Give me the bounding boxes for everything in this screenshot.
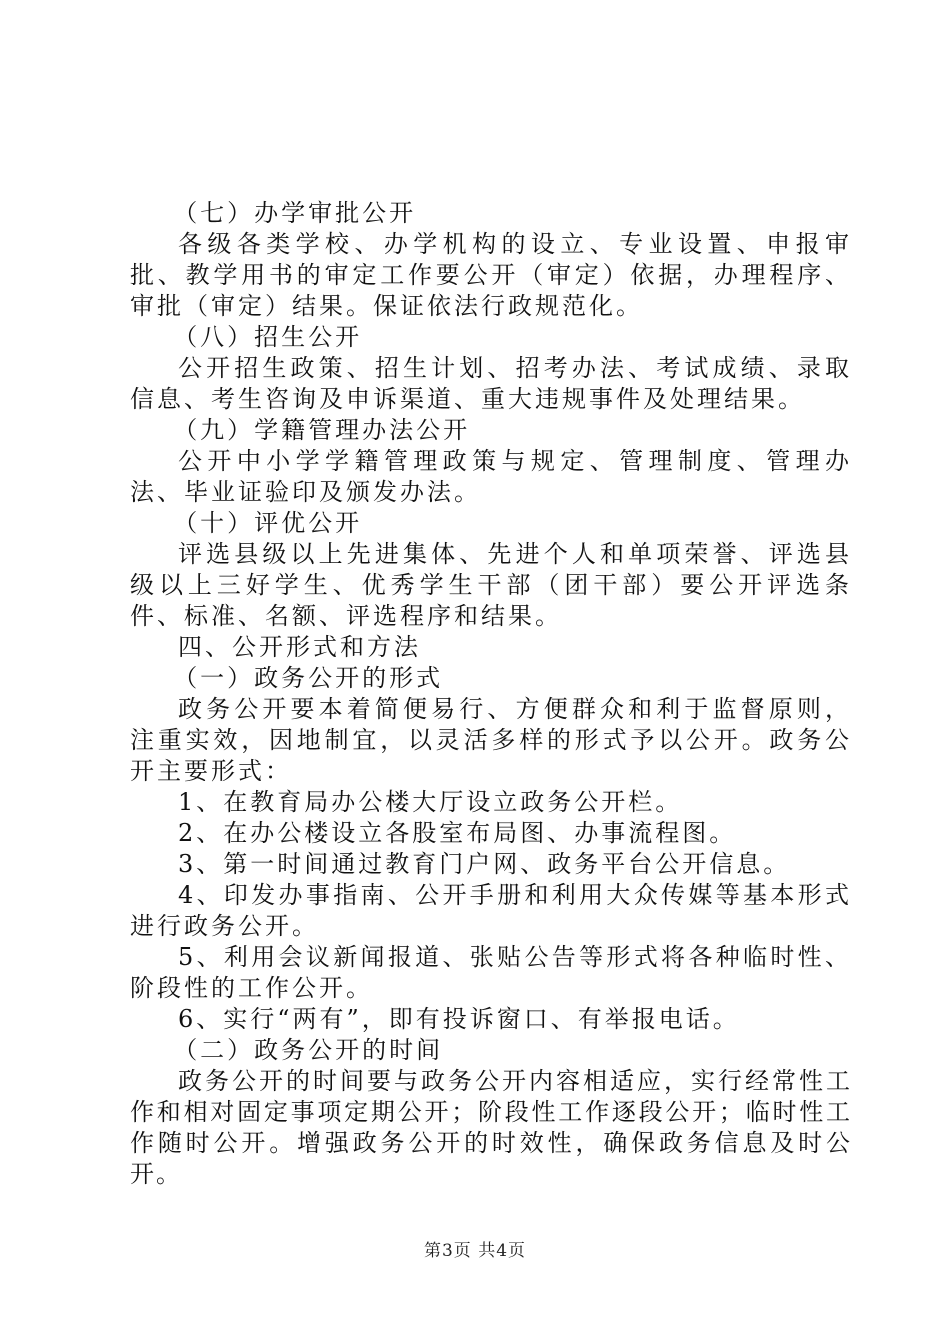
list-item-1: 1、在教育局办公楼大厅设立政务公开栏。 <box>178 788 683 816</box>
section-heading-enrollment: （八）招生公开 <box>173 323 363 351</box>
list-item-4: 4、印发办事指南、公开手册和利用大众传媒等基本形式进行政务公开。 <box>130 881 852 940</box>
section-heading-student-records: （九）学籍管理办法公开 <box>173 416 471 444</box>
page-indicator: 第3页 共4页 <box>423 1241 527 1261</box>
list-item-2: 2、在办公楼设立各股室布局图、办事流程图。 <box>178 819 737 847</box>
subsection-heading-timing: （二）政务公开的时间 <box>173 1036 444 1064</box>
paragraph-awards: 评选县级以上先进集体、先进个人和单项荣誉、评选县级以上三好学生、优秀学生干部（团干部）要公开评选条件、标准、名额、评选程序和结果。 <box>130 540 852 630</box>
paragraph-timing: 政务公开的时间要与政务公开内容相适应，实行经常性工作和相对固定事项定期公开；阶段性工作逐段公开；临时性工作随时公开。增强政务公开的时效性，确保政务信息及时公开。 <box>130 1067 852 1188</box>
paragraph-student-records: 公开中小学学籍管理政策与规定、管理制度、管理办法、毕业证验印及颁发办法。 <box>130 447 852 506</box>
document-body <box>130 198 852 1190</box>
subsection-heading-forms: （一）政务公开的形式 <box>173 664 444 692</box>
section-heading-forms-methods: 四、公开形式和方法 <box>178 633 421 661</box>
section-heading-awards: （十）评优公开 <box>173 509 363 537</box>
paragraph-forms: 政务公开要本着简便易行、方便群众和利于监督原则，注重实效，因地制宜，以灵活多样的形式予以公开。政务公开主要形式： <box>130 695 852 785</box>
list-item-5: 5、利用会议新闻报道、张贴公告等形式将各种临时性、阶段性的工作公开。 <box>130 943 852 1002</box>
paragraph-enrollment: 公开招生政策、招生计划、招考办法、考试成绩、录取信息、考生咨询及申诉渠道、重大违规事件及处理结果。 <box>130 354 852 413</box>
paragraph-approval: 各级各类学校、办学机构的设立、专业设置、申报审批、教学用书的审定工作要公开（审定）依据，办理程序、审批（审定）结果。保证依法行政规范化。 <box>130 230 852 320</box>
page-footer <box>0 1240 950 1262</box>
list-item-6: 6、实行“两有”，即有投诉窗口、有举报电话。 <box>178 1005 740 1033</box>
section-heading-approval: （七）办学审批公开 <box>173 199 417 227</box>
list-item-3: 3、第一时间通过教育门户网、政务平台公开信息。 <box>178 850 791 878</box>
